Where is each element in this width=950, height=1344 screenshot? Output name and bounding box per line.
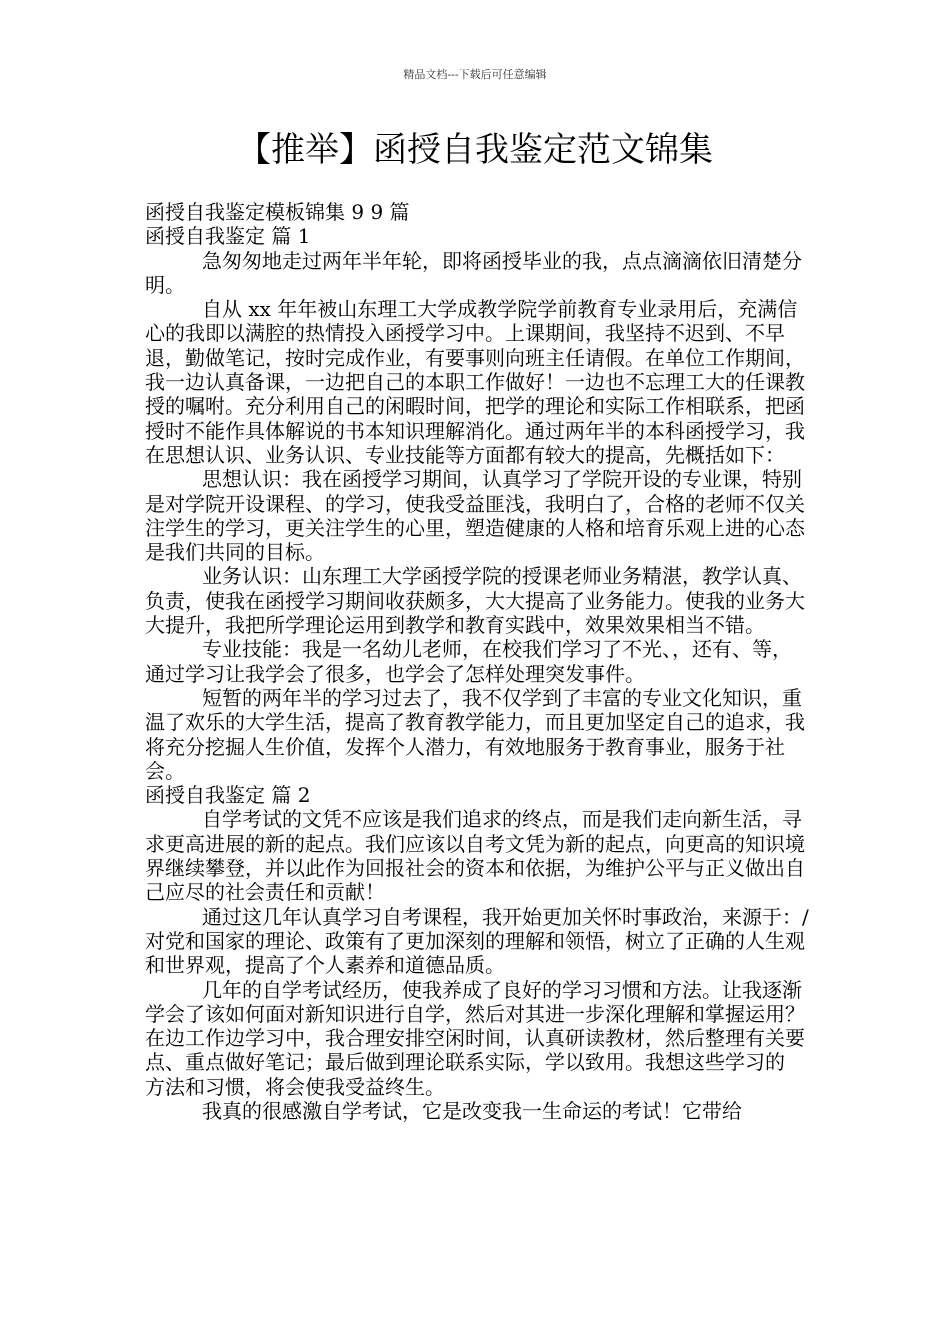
document-title: 【推举】函授自我鉴定范文锦集 [237, 130, 713, 170]
paragraph: 自学考试的文凭不应该是我们追求的终点，而是我们走向新生活，寻求更高进展的新的起点。我们应该以自考文凭为新的起点，向更高的知识境界继续攀登，并以此作为回报社会的资本和依据，为维护公平与正义做出自己应尽的社会责任和贡献！ [145, 807, 805, 905]
header-note: 精品文档---下载后可任意编辑 [403, 68, 547, 81]
document-body [145, 200, 810, 1123]
section-heading: 函授自我鉴定模板锦集 9 9 篇 [145, 200, 410, 224]
section-heading: 函授自我鉴定 篇 1 [145, 224, 311, 249]
paragraph: 通过这几年认真学习自考课程，我开始更加关怀时事政治，来源于：/对党和国家的理论、政策有了更加深刻的理解和领悟，树立了正确的人生观和世界观，提高了个人素养和道德品质。 [145, 904, 809, 978]
paragraph: 专业技能：我是一名幼儿老师，在校我们学习了不光、，还有、等，通过学习让我学会了很多，也学会了怎样处理突发事件。 [145, 637, 792, 686]
paragraph: 短暂的两年半的学习过去了，我不仅学到了丰富的专业文化知识，重温了欢乐的大学生活，提高了教育教学能力，而且更加坚定自己的追求，我将充分挖掘人生价值，发挥个人潜力，有效地服务于教育事业，服务于社会。 [145, 685, 805, 783]
paragraph: 我真的很感激自学考试，它是改变我一生命运的考试！它带给 [202, 1098, 742, 1123]
paragraph: 自从 xx 年年被山东理工大学成教学院学前教育专业录用后，充满信心的我即以满腔的热情投入函授学习中。上课期间，我坚持不迟到、不早退，勤做笔记，按时完成作业，有要事则向班主任请假。在单位工作期间，我一边认真备课，一边把自己的本职工作做好！一边也不忘理工大的任课教授的嘱咐。充分利用自己的闲暇时间，把学的理论和实际工作相联系，把函授时不能作具体解说的书本知识理解消化。通过两年半的本科函授学习，我在思想认识、业务认识、专业技能等方面都有较大的提高，先概括如下： [145, 297, 805, 467]
section-heading: 函授自我鉴定 篇 2 [145, 783, 311, 808]
paragraph: 思想认识：我在函授学习期间，认真学习了学院开设的专业课，特别是对学院开设课程、的学习，使我受益匪浅，我明白了，合格的老师不仅关注学生的学习，更关注学生的心里，塑造健康的人格和培育乐观上进的心态是我们共同的目标。 [145, 467, 805, 565]
paragraph: 业务认识：山东理工大学函授学院的授课老师业务精湛，教学认真、负责，使我在函授学习期间收获颇多，大大提高了业务能力。使我的业务大大提升，我把所学理论运用到教学和教育实践中，效果效果相当不错。 [145, 564, 805, 638]
paragraph: 几年的自学考试经历，使我养成了良好的学习习惯和方法。让我逐渐学会了该如何面对新知识进行自学，然后对其进一步深化理解和掌握运用？在边工作边学习中，我合理安排空闲时间，认真研读教材，然后整理有关要点、重点做好笔记；最后做到理论联系实际，学以致用。我想这些学习的 [145, 977, 805, 1075]
paragraph-continuation: 方法和习惯，将会使我受益终生。 [145, 1074, 445, 1099]
paragraph: 急匆匆地走过两年半年轮，即将函授毕业的我，点点滴滴依旧清楚分明。 [145, 248, 802, 297]
